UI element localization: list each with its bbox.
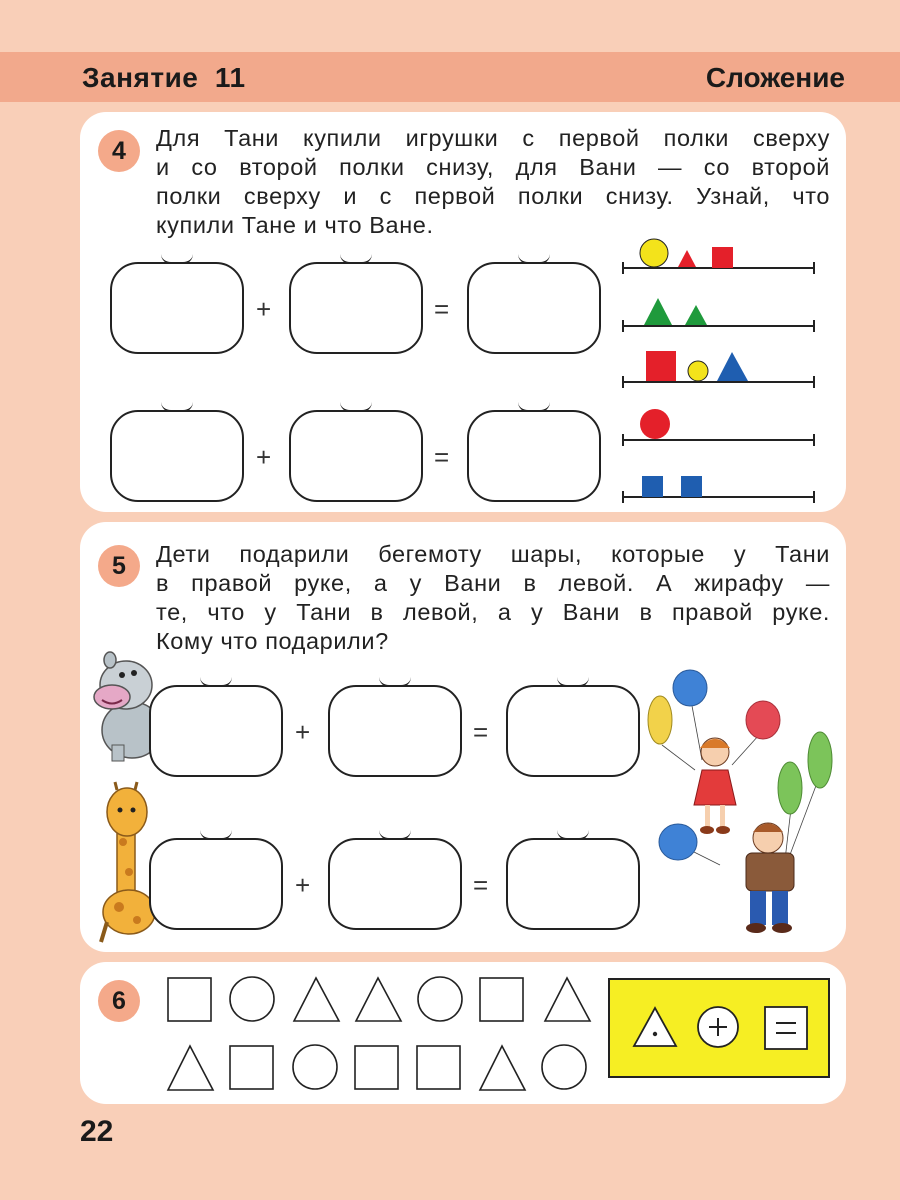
plus-sign: + (295, 717, 311, 747)
square-shape (480, 978, 523, 1021)
green-triangle-small (685, 305, 707, 325)
page-number: 22 (80, 1115, 114, 1148)
blue-square (681, 476, 702, 497)
task-4-text (156, 124, 830, 240)
task-6-number: 6 (98, 980, 140, 1022)
task-5-number: 5 (98, 545, 140, 587)
answer-box[interactable] (328, 838, 462, 930)
answer-box[interactable] (149, 838, 283, 930)
green-balloon (778, 762, 802, 814)
square-shape (168, 978, 211, 1021)
yellow-balloon (648, 696, 672, 744)
plus-sign: + (256, 294, 272, 324)
answer-box[interactable] (506, 838, 640, 930)
plus-sign: + (295, 870, 311, 900)
red-square-large (646, 351, 676, 381)
triangle-shape (356, 978, 401, 1021)
task-5-line: в правой руке, а у Вани в левой. А жирафу — (156, 570, 830, 596)
task-4-line: полки сверху и с первой полки снизу. Узнай, что (156, 183, 830, 209)
square-shape (355, 1046, 398, 1089)
red-square (712, 247, 733, 268)
square-shape (230, 1046, 273, 1089)
circle-shape (293, 1045, 337, 1089)
equals-sign: = (434, 442, 450, 472)
yellow-circle (640, 239, 668, 267)
triangle-shape (168, 1046, 213, 1090)
answer-box[interactable] (149, 685, 283, 777)
blue-triangle (717, 352, 748, 381)
blue-square (642, 476, 663, 497)
answer-box[interactable] (328, 685, 462, 777)
children-balloons-illustration (640, 660, 840, 940)
equals-sign: = (473, 870, 489, 900)
answer-box[interactable] (467, 410, 601, 502)
red-triangle (678, 250, 696, 267)
square-shape (417, 1046, 460, 1089)
triangle-shape (545, 978, 590, 1021)
blue-balloon (659, 824, 697, 860)
equals-sign: = (473, 717, 489, 747)
legend-box (608, 978, 830, 1078)
topic-title: Сложение (705, 62, 845, 93)
circle-shape (230, 977, 274, 1021)
circle-shape (418, 977, 462, 1021)
task-5-line: те, что у Тани в левой, а у Вани в правой руке. (156, 599, 830, 625)
equals-square-icon (765, 1007, 807, 1049)
yellow-circle-small (688, 361, 708, 381)
circle-shape (542, 1045, 586, 1089)
task-5-line: Дети подарили бегемоту шары, которые у Тани (156, 541, 830, 567)
answer-box[interactable] (110, 410, 244, 502)
task-4-number: 4 (98, 130, 140, 172)
equals-sign: = (434, 294, 450, 324)
task-4-line: Для Тани купили игрушки с первой полки сверху (156, 125, 830, 151)
green-balloon (808, 732, 832, 788)
red-circle (640, 409, 670, 439)
blue-balloon (673, 670, 707, 706)
green-triangle (644, 298, 672, 325)
task-5-text (156, 540, 830, 656)
toy-shelves (620, 230, 820, 505)
task-4-line: купили Тане и что Ване. (156, 212, 434, 238)
answer-box[interactable] (289, 262, 423, 354)
triangle-shape (480, 1046, 525, 1090)
answer-box[interactable] (506, 685, 640, 777)
red-balloon (746, 701, 780, 739)
task-4-line: и со второй полки снизу, для Вани — со второй (156, 154, 830, 180)
plus-sign: + (256, 442, 272, 472)
lesson-title: Занятие 11 (82, 62, 246, 93)
answer-box[interactable] (110, 262, 244, 354)
task-5-line: Кому что подарили? (156, 628, 389, 654)
answer-box[interactable] (289, 410, 423, 502)
shape-sequence (160, 972, 600, 1096)
triangle-shape (294, 978, 339, 1021)
answer-box[interactable] (467, 262, 601, 354)
